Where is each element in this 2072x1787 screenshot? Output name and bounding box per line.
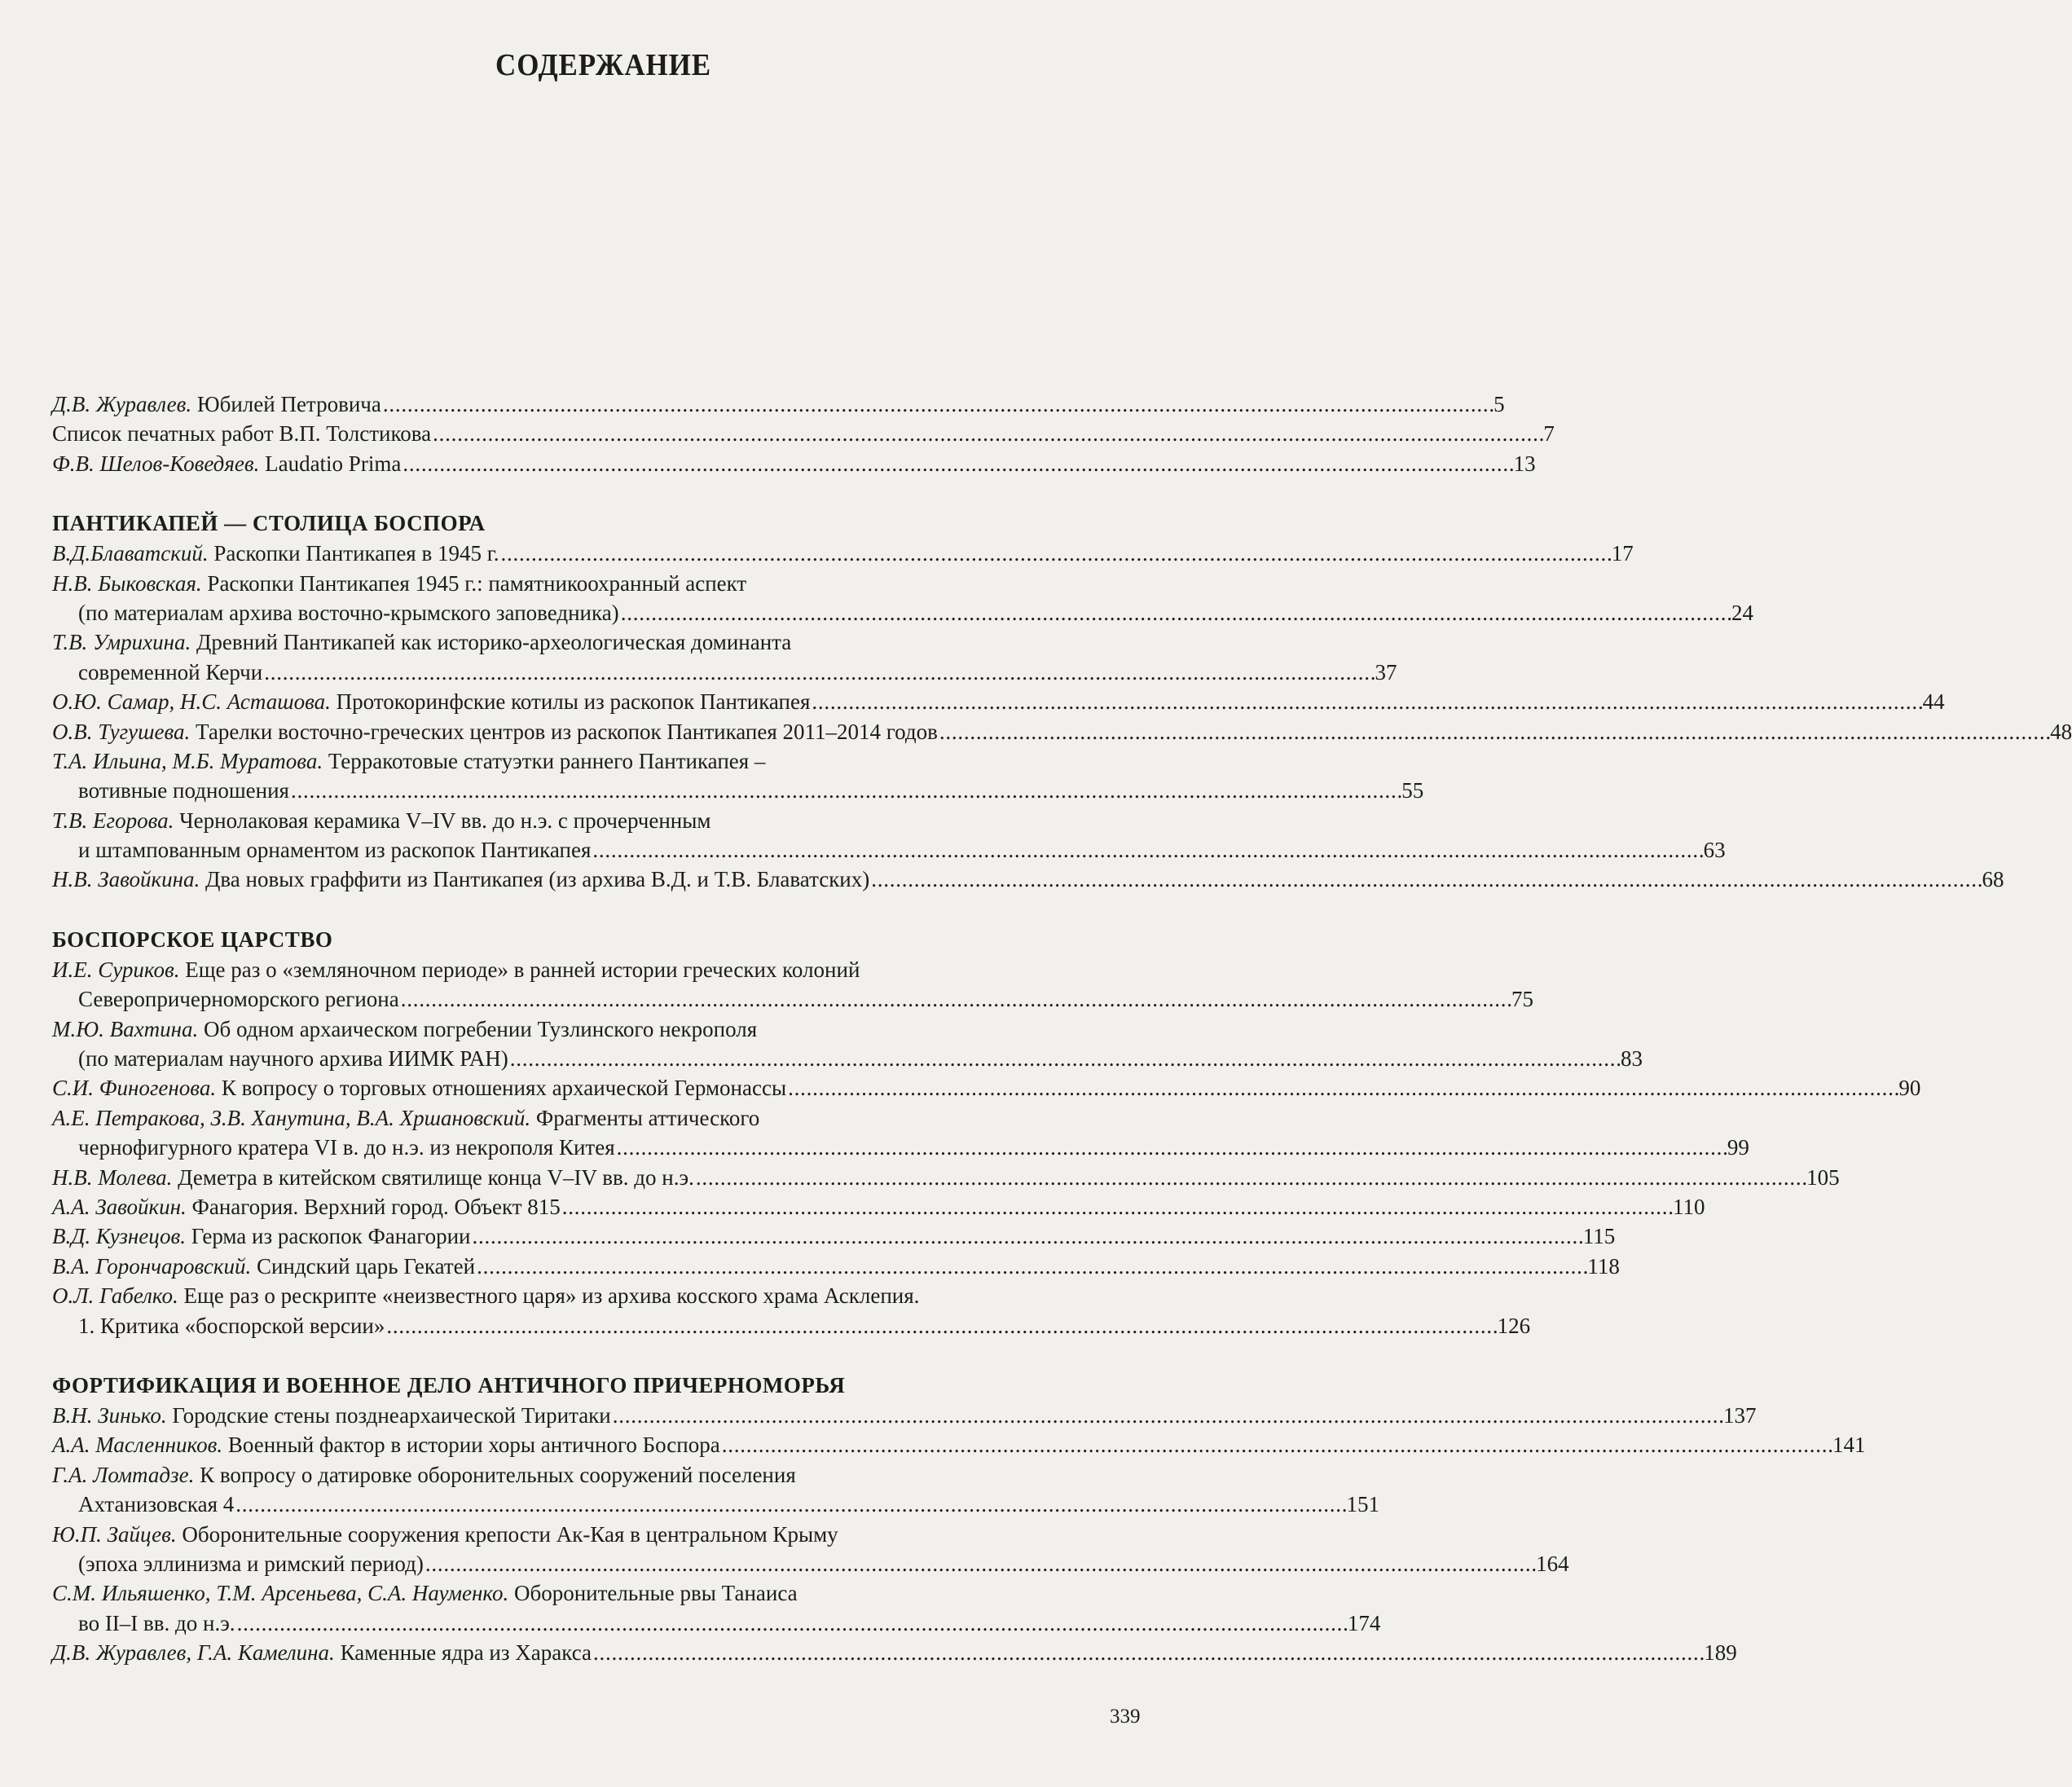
entry-author: Т.А. Ильина, М.Б. Муратова. (52, 748, 323, 773)
dot-leader (615, 1133, 1726, 1162)
toc-entry (52, 1281, 1531, 1340)
dot-leader (235, 1609, 1346, 1638)
entry-title: Оборонительные сооружения крепости Ак-Кая в центральном Крыму (182, 1521, 838, 1547)
entry-page: 13 (1513, 451, 1536, 476)
entry-text (52, 1106, 759, 1130)
entry-title: 1. Критика «боспорской версии» (78, 1313, 385, 1338)
toc-entry-line (52, 1609, 1381, 1638)
entry-text (78, 1490, 234, 1519)
entry-text (78, 1311, 385, 1340)
section-heading: БОСПОРСКОЕ ЦАРСТВО (52, 927, 333, 952)
entry-author: О.В. Тугушева. (52, 719, 191, 744)
entry-text (78, 984, 399, 1014)
entry-text (52, 1283, 919, 1308)
toc-entry (52, 1015, 1643, 1074)
dot-leader (561, 1192, 1671, 1221)
entry-author: А.Е. Петракова, З.В. Ханутина, В.А. Хршановский. (52, 1105, 531, 1130)
entry-text (52, 449, 401, 478)
entry-text (52, 539, 499, 568)
toc-entry-line (52, 1549, 1569, 1578)
entry-page: 151 (1346, 1492, 1380, 1517)
entry-page: 55 (1401, 778, 1424, 803)
section-heading: ПАНТИКАПЕЙ — СТОЛИЦА БОСПОРА (52, 511, 486, 536)
dot-leader (508, 1044, 1619, 1073)
toc-entry (52, 746, 1424, 806)
entry-author: Т.В. Егорова. (52, 808, 174, 833)
toc-entry (52, 1520, 1569, 1579)
entry-page: 63 (1703, 838, 1726, 863)
entry-title: Герма из раскопок Фанагории (191, 1224, 471, 1249)
entry-title: (эпоха эллинизма и римский период) (78, 1551, 424, 1576)
dot-leader (431, 419, 1542, 448)
toc-entry (52, 1638, 1737, 1667)
entry-author: С.М. Ильяшенко, Т.М. Арсеньева, С.А. Науменко. (52, 1581, 509, 1606)
entry-title: Синдский царь Гекатей (256, 1253, 476, 1279)
entry-title: Ахтанизовская 4 (78, 1492, 235, 1517)
entry-title: чернофигурного кратера VI в. до н.э. из некрополя Китея (78, 1135, 615, 1160)
entry-page: 126 (1497, 1313, 1531, 1338)
entry-page: 105 (1806, 1164, 1840, 1190)
entry-page: 110 (1673, 1194, 1705, 1219)
entry-text (78, 1044, 508, 1073)
entry-text (52, 419, 431, 448)
entry-title: Каменные ядра из Харакса (340, 1640, 592, 1666)
entry-text (52, 865, 869, 894)
entry-text (52, 1581, 798, 1605)
table-of-contents (52, 390, 2072, 1667)
toc-entry (52, 627, 1397, 687)
dot-leader (234, 1490, 1344, 1519)
entry-page: 37 (1375, 659, 1397, 684)
dot-leader (619, 598, 1730, 627)
toc-entry-line (52, 449, 1536, 478)
entry-author: А.А. Масленников. (52, 1433, 223, 1458)
entry-text (52, 571, 746, 596)
entry-author: Ю.П. Зайцев. (52, 1521, 177, 1547)
entry-text (52, 1073, 786, 1103)
toc-entry (52, 1221, 1616, 1251)
toc-entry-line (52, 1073, 1921, 1103)
entry-text (78, 1549, 424, 1578)
entry-title: Два новых граффити из Пантикапея (из архива В.Д. и Т.В. Блаватских) (205, 867, 870, 892)
toc-entry-line (52, 1163, 1840, 1192)
entry-page: 141 (1832, 1433, 1866, 1458)
entry-page: 83 (1621, 1046, 1643, 1072)
dot-leader (499, 539, 1610, 568)
toc-entry-line (52, 806, 1148, 835)
toc-entry (52, 865, 2004, 894)
entry-title: современной Керчи (78, 659, 263, 684)
toc-entry (52, 449, 1536, 478)
entry-title: (по материалам архива восточно-крымского заповедника) (78, 600, 619, 625)
toc-entry-line (52, 687, 1945, 716)
dot-leader (591, 835, 1701, 865)
section-heading: ФОРТИФИКАЦИЯ И ВОЕННОЕ ДЕЛО АНТИЧНОГО ПРИЧЕРНОМОРЬЯ (52, 1372, 846, 1397)
dot-leader (399, 984, 1510, 1014)
entry-text (52, 1430, 720, 1459)
entry-text (52, 630, 791, 654)
entry-page: 99 (1727, 1135, 1749, 1160)
entry-author: М.Ю. Вахтина. (52, 1016, 199, 1041)
page-number: 339 (1110, 1706, 1141, 1728)
toc-entry (52, 419, 1555, 448)
entry-text (52, 1192, 561, 1221)
toc-entry-line (52, 1578, 1148, 1608)
dot-leader (289, 776, 1400, 805)
entry-author: Т.В. Умрихина. (52, 630, 191, 655)
entry-page: 17 (1611, 541, 1634, 566)
entry-title: Тарелки восточно-греческих центров из раскопок Пантикапея 2011–2014 годов (196, 719, 938, 744)
entry-author: Д.В. Журавлев. (52, 392, 192, 416)
entry-title: (по материалам научного архива ИИМК РАН) (78, 1046, 508, 1072)
entry-author: Н.В. Быковская. (52, 570, 202, 596)
dot-leader (694, 1163, 1805, 1192)
toc-entry (52, 539, 1634, 568)
dot-leader (786, 1073, 1897, 1103)
toc-entry (52, 1578, 1381, 1638)
toc-entry-line (52, 1044, 1643, 1073)
entry-title: Оборонительные рвы Танаиса (514, 1581, 798, 1606)
entry-author: Ф.В. Шелов-Коведяев. (52, 451, 260, 476)
toc-entry-line (52, 717, 2072, 746)
entry-author: В.А. Горончаровский. (52, 1253, 252, 1279)
entry-title: Laudatio Prima (265, 451, 402, 476)
dot-leader (869, 865, 1980, 894)
dot-leader (424, 1549, 1534, 1578)
toc-entry-line (52, 419, 1555, 448)
entry-text (52, 390, 381, 419)
toc-entry-line (52, 539, 1634, 568)
entry-page: 48 (2050, 719, 2072, 744)
entry-text (52, 1463, 796, 1487)
toc-entry-line (52, 627, 1148, 657)
entry-author: В.Д.Блаватский. (52, 541, 209, 566)
entry-text (52, 749, 765, 773)
dot-leader (720, 1430, 1831, 1459)
entry-author: И.Е. Суриков. (52, 957, 180, 982)
entry-title: Терракотовые статуэтки раннего Пантикапея – (328, 748, 766, 773)
entry-title: Еще раз о рескрипте «неизвестного царя» из архива косского храма Асклепия. (183, 1283, 920, 1309)
entry-author: В.Д. Кузнецов. (52, 1224, 187, 1249)
toc-entry-line (52, 746, 1148, 776)
toc-entry-line (52, 1520, 1148, 1549)
dot-leader (471, 1221, 1581, 1251)
entry-page: 115 (1582, 1224, 1616, 1249)
toc-entry-line (52, 1103, 1148, 1133)
entry-text (52, 1017, 757, 1041)
entry-author: С.И. Финогенова. (52, 1076, 217, 1101)
entry-title: Городские стены позднеархаической Тиритаки (172, 1402, 611, 1428)
toc-entry-line (52, 1221, 1616, 1251)
toc-entry (52, 1252, 1620, 1281)
entry-page: 44 (1922, 689, 1945, 715)
toc-entry (52, 1073, 1921, 1103)
entry-author: Н.В. Завойкина. (52, 867, 200, 892)
entry-title: Протокоринфские котилы из раскопок Пантикапея (336, 689, 811, 715)
entry-text (52, 687, 810, 716)
entry-text (52, 717, 938, 746)
entry-text (52, 1638, 592, 1667)
entry-text (78, 1609, 235, 1638)
toc-entry (52, 717, 2072, 746)
entry-text (52, 1252, 475, 1281)
entry-title: Чернолаковая керамика V–IV вв. до н.э. с прочерченным (179, 808, 711, 833)
entry-text (78, 658, 262, 687)
toc-entry-line (52, 984, 1533, 1014)
toc-entry-line (52, 776, 1424, 805)
toc-entry (52, 955, 1533, 1015)
entry-text (52, 957, 860, 982)
entry-author: Г.А. Ломтадзе. (52, 1462, 195, 1487)
toc-entry-line (52, 1638, 1737, 1667)
toc-entry (52, 1460, 1380, 1520)
entry-page: 5 (1494, 392, 1505, 416)
entry-title: Раскопки Пантикапея в 1945 г. (213, 541, 499, 566)
entry-page: 137 (1723, 1402, 1757, 1428)
entry-author: В.Н. Зинько. (52, 1402, 167, 1428)
dot-leader (475, 1252, 1586, 1281)
page-title: СОДЕРЖАНИЕ (495, 48, 711, 82)
entry-title: Раскопки Пантикапея 1945 г.: памятникоохранный аспект (207, 570, 747, 596)
entry-title: Военный фактор в истории хоры античного Боспора (227, 1433, 720, 1458)
entry-text (52, 1221, 471, 1251)
entry-title: во II–I вв. до н.э. (78, 1610, 235, 1635)
entry-title: К вопросу о датировке оборонительных сооружений поселения (200, 1462, 796, 1487)
toc-entry-line (52, 598, 1753, 627)
entry-title: Фрагменты аттического (535, 1105, 760, 1130)
entry-page: 7 (1543, 421, 1555, 447)
dot-leader (262, 658, 1373, 687)
entry-page: 164 (1536, 1551, 1569, 1576)
entry-title: Юбилей Петровича (196, 392, 381, 416)
toc-entry-line (52, 1460, 1148, 1490)
dot-leader (381, 390, 1492, 419)
dot-leader (611, 1401, 1722, 1430)
toc-entry (52, 1163, 1840, 1192)
entry-text (52, 1522, 838, 1547)
toc-entry-line (52, 1401, 1757, 1430)
entry-title: К вопросу о торговых отношениях архаической Гермонассы (221, 1076, 787, 1101)
entry-text (78, 776, 289, 805)
dot-leader (401, 449, 1511, 478)
entry-title: Фанагория. Верхний город. Объект 815 (191, 1194, 561, 1219)
toc-entry (52, 390, 1505, 419)
entry-title: Деметра в китейском святилище конца V–IV вв. до н.э. (178, 1164, 694, 1190)
entry-author: О.Ю. Самар, Н.С. Асташова. (52, 689, 331, 715)
dot-leader (592, 1638, 1702, 1667)
toc-entry-line (52, 569, 1148, 598)
entry-page: 174 (1347, 1610, 1381, 1635)
toc-entry-line (52, 390, 1505, 419)
entry-page: 90 (1898, 1076, 1921, 1101)
toc-entry (52, 806, 1726, 865)
entry-text (78, 835, 591, 865)
entry-title: Об одном архаическом погребении Тузлинского некрополя (203, 1016, 758, 1041)
entry-text (52, 808, 710, 833)
entry-text (78, 598, 619, 627)
entry-page: 75 (1511, 987, 1533, 1012)
entry-title: Северопричерноморского региона (78, 987, 399, 1012)
entry-author: О.Л. Габелко. (52, 1283, 178, 1309)
entry-text (78, 1133, 615, 1162)
entry-author: А.А. Завойкин. (52, 1194, 187, 1219)
toc-entry-line (52, 835, 1726, 865)
entry-title: Еще раз о «земляночном периоде» в ранней истории греческих колоний (185, 957, 860, 982)
entry-page: 24 (1731, 600, 1753, 625)
toc-entry (52, 569, 1753, 628)
toc-entry-line (52, 658, 1397, 687)
entry-page: 68 (1982, 867, 2004, 892)
dot-leader (938, 717, 2048, 746)
toc-entry-line (52, 1311, 1531, 1340)
toc-entry-line (52, 1490, 1380, 1519)
toc-entry-line (52, 1281, 1148, 1310)
entry-title: Древний Пантикапей как историко-археологическая доминанта (196, 630, 792, 655)
toc-entry (52, 687, 1945, 716)
toc-entry-line (52, 1430, 1866, 1459)
dot-leader (385, 1311, 1495, 1340)
toc-entry-line (52, 865, 2004, 894)
entry-page: 118 (1587, 1253, 1620, 1279)
toc-entry-line (52, 1252, 1620, 1281)
toc-entry-line (52, 1133, 1749, 1162)
toc-entry (52, 1430, 1866, 1459)
toc-entry (52, 1103, 1749, 1163)
toc-entry-line (52, 1015, 1148, 1044)
entry-page: 189 (1704, 1640, 1737, 1666)
entry-title: Список печатных работ В.П. Толстикова (52, 421, 432, 447)
toc-entry-line (52, 955, 1148, 984)
toc-entry (52, 1192, 1705, 1221)
dot-leader (810, 687, 1920, 716)
entry-text (52, 1163, 694, 1192)
entry-text (52, 1401, 611, 1430)
entry-author: Н.В. Молева. (52, 1164, 173, 1190)
entry-title: вотивные подношения (78, 778, 289, 803)
entry-author: Д.В. Журавлев, Г.А. Камелина. (52, 1640, 335, 1666)
toc-entry (52, 1401, 1757, 1430)
toc-entry-line (52, 1192, 1705, 1221)
entry-title: и штампованным орнаментом из раскопок Пантикапея (78, 838, 592, 863)
